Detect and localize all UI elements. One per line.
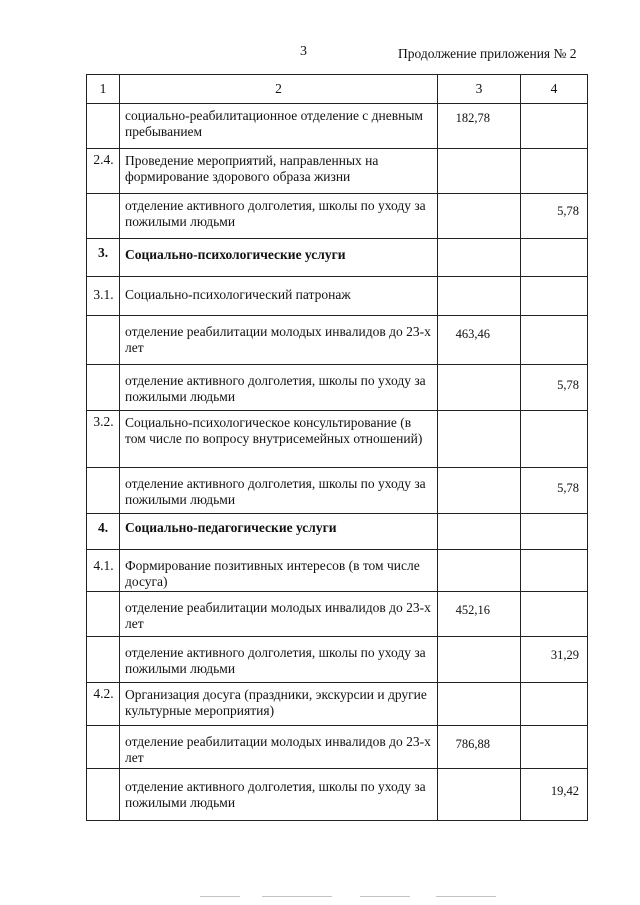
row-col4-value: 5,78: [557, 204, 579, 218]
scan-artifact-marks: [200, 896, 520, 900]
row-col4-cell: [521, 104, 588, 149]
row-number: 3.2.: [93, 414, 114, 429]
row-number: [87, 769, 119, 772]
row-col3-value: [438, 149, 520, 155]
row-number-cell: [87, 316, 120, 365]
row-col4-cell: [521, 149, 588, 194]
row-description: отделение активного долголетия, школы по уходу за пожилыми людьми: [125, 198, 426, 229]
row-number-cell: [87, 592, 120, 637]
row-description-cell: [120, 637, 438, 683]
row-number-cell: [87, 149, 120, 194]
row-number-cell: [87, 468, 120, 514]
row-number-cell: [87, 277, 120, 316]
table-row: [87, 194, 588, 239]
row-number: 2.4.: [93, 152, 114, 167]
row-description: Социально-психологическое консультирование (в том числе по вопросу внутрисемейных отношений): [125, 415, 423, 446]
row-col3-value: 182,78: [455, 111, 490, 125]
row-number: [87, 468, 119, 471]
row-col3-cell: [438, 468, 521, 514]
row-col3-value: [438, 277, 520, 283]
row-col3-value: [438, 468, 520, 474]
row-number-cell: [87, 769, 120, 821]
row-col4-value: 31,29: [550, 648, 579, 662]
scan-mark: [200, 896, 240, 897]
row-col4-value: [521, 149, 587, 158]
row-col4-cell: [521, 239, 588, 277]
row-col4-cell: [521, 316, 588, 365]
row-description: социально-реабилитационное отделение с дневным пребыванием: [125, 108, 423, 139]
section-number-cell: [87, 514, 120, 550]
row-col3-cell: [438, 726, 521, 769]
row-col3-cell: [438, 365, 521, 411]
row-col3-value: [438, 411, 520, 417]
row-col3-value: 463,46: [455, 327, 490, 341]
row-col3-cell: [438, 239, 521, 277]
row-col4-value: [521, 592, 587, 601]
row-col3-value: [438, 194, 520, 200]
row-number-cell: [87, 411, 120, 468]
row-number: [87, 104, 119, 107]
row-col4-cell: [521, 592, 588, 637]
row-number-cell: [87, 683, 120, 726]
row-col4-value: [521, 726, 587, 735]
row-col3-cell: [438, 592, 521, 637]
row-col3-value: 452,16: [455, 603, 490, 617]
row-number: [87, 316, 119, 319]
appendix-continuation-label: Продолжение приложения № 2: [398, 46, 577, 61]
row-col4-value: [521, 277, 587, 286]
row-description: отделение активного долголетия, школы по уходу за пожилыми людьми: [125, 645, 426, 676]
table-section-row: [87, 514, 588, 550]
row-col4-cell: [521, 468, 588, 514]
row-col4-cell: [521, 769, 588, 821]
section-title: Социально-психологические услуги: [125, 247, 346, 262]
table-row: [87, 316, 588, 365]
row-number-cell: [87, 194, 120, 239]
row-description-cell: [120, 726, 438, 769]
row-col3-cell: [438, 683, 521, 726]
table-row: [87, 411, 588, 468]
row-col4-value: 19,42: [550, 784, 579, 798]
table-row: [87, 149, 588, 194]
row-number-cell: [87, 104, 120, 149]
table-row: [87, 769, 588, 821]
row-col4-value: 5,78: [557, 378, 579, 392]
row-col4-cell: [521, 411, 588, 468]
scan-mark: [360, 896, 410, 897]
row-col4-value: [521, 239, 587, 248]
row-description: отделение активного долголетия, школы по уходу за пожилыми людьми: [125, 476, 426, 507]
row-col3-cell: [438, 550, 521, 592]
row-description-cell: [120, 316, 438, 365]
row-col4-cell: [521, 194, 588, 239]
column-header-4: 4: [521, 75, 588, 104]
row-col4-cell: [521, 683, 588, 726]
section-number: 4.: [97, 520, 109, 535]
row-col4-cell: [521, 637, 588, 683]
table-row: [87, 683, 588, 726]
row-number-cell: [87, 726, 120, 769]
row-col3-value: [438, 365, 520, 371]
row-col3-value: [438, 239, 520, 245]
row-col4-cell: [521, 514, 588, 550]
row-number: [87, 365, 119, 368]
row-col3-cell: [438, 149, 521, 194]
row-col3-value: [438, 637, 520, 643]
row-number-cell: [87, 550, 120, 592]
row-col4-value: 5,78: [557, 481, 579, 495]
row-col4-cell: [521, 550, 588, 592]
row-description: отделение реабилитации молодых инвалидов до 23-х лет: [125, 324, 431, 355]
row-col3-cell: [438, 104, 521, 149]
scan-mark: [436, 896, 496, 897]
row-description: Проведение мероприятий, направленных на формирование здорового образа жизни: [125, 153, 379, 184]
row-description-cell: [120, 411, 438, 468]
row-col4-value: [521, 550, 587, 559]
row-description: Формирование позитивных интересов (в том числе досуга): [125, 558, 420, 589]
table-row: [87, 550, 588, 592]
row-col4-value: [521, 683, 587, 692]
table-row: [87, 726, 588, 769]
section-number: 3.: [97, 245, 109, 260]
row-description-cell: [120, 769, 438, 821]
row-col3-value: [438, 514, 520, 520]
services-table: [86, 74, 588, 821]
table-row: [87, 468, 588, 514]
row-number: 4.2.: [93, 686, 114, 701]
row-col3-cell: [438, 411, 521, 468]
row-number: [87, 194, 119, 197]
row-number: [87, 592, 119, 595]
row-col3-cell: [438, 769, 521, 821]
section-number-cell: [87, 239, 120, 277]
row-description-cell: [120, 468, 438, 514]
row-col4-value: [521, 411, 587, 420]
column-header-1: 1: [87, 75, 120, 104]
table-section-row: [87, 239, 588, 277]
table-row: [87, 104, 588, 149]
row-col3-cell: [438, 194, 521, 239]
page-number: 3: [300, 44, 307, 59]
column-header-3: 3: [438, 75, 521, 104]
row-number: [87, 637, 119, 640]
section-title-cell: [120, 514, 438, 550]
row-number-cell: [87, 365, 120, 411]
row-description-cell: [120, 149, 438, 194]
row-col3-value: [438, 683, 520, 689]
scan-mark: [262, 896, 332, 897]
row-description-cell: [120, 365, 438, 411]
row-description: отделение реабилитации молодых инвалидов до 23-х лет: [125, 600, 431, 631]
row-number-cell: [87, 637, 120, 683]
row-description-cell: [120, 550, 438, 592]
row-col3-value: 786,88: [455, 737, 490, 751]
column-header-2: 2: [120, 75, 438, 104]
table-row: [87, 592, 588, 637]
table-header-row: [87, 75, 588, 104]
table-row: [87, 365, 588, 411]
row-col4-value: [521, 104, 587, 113]
row-col4-cell: [521, 726, 588, 769]
row-description-cell: [120, 104, 438, 149]
section-title: Социально-педагогические услуги: [125, 520, 337, 535]
row-description: отделение активного долголетия, школы по уходу за пожилыми людьми: [125, 373, 426, 404]
row-col4-value: [521, 316, 587, 325]
section-title-cell: [120, 239, 438, 277]
row-description: Социально-психологический патронаж: [125, 287, 351, 302]
row-number: [87, 726, 119, 729]
row-col3-cell: [438, 514, 521, 550]
row-col4-cell: [521, 365, 588, 411]
row-col3-cell: [438, 277, 521, 316]
row-description-cell: [120, 592, 438, 637]
row-description-cell: [120, 194, 438, 239]
row-number: 4.1.: [93, 558, 114, 573]
row-col3-value: [438, 550, 520, 556]
table-row: [87, 277, 588, 316]
row-description: отделение реабилитации молодых инвалидов до 23-х лет: [125, 734, 431, 765]
row-col3-cell: [438, 316, 521, 365]
row-description-cell: [120, 277, 438, 316]
row-col4-cell: [521, 277, 588, 316]
row-col4-value: [521, 514, 587, 523]
row-description-cell: [120, 683, 438, 726]
row-number: 3.1.: [93, 287, 114, 302]
table-row: [87, 637, 588, 683]
row-description: Организация досуга (праздники, экскурсии и другие культурные мероприятия): [125, 687, 427, 718]
row-col3-value: [438, 769, 520, 775]
row-description: отделение активного долголетия, школы по уходу за пожилыми людьми: [125, 779, 426, 810]
row-col3-cell: [438, 637, 521, 683]
